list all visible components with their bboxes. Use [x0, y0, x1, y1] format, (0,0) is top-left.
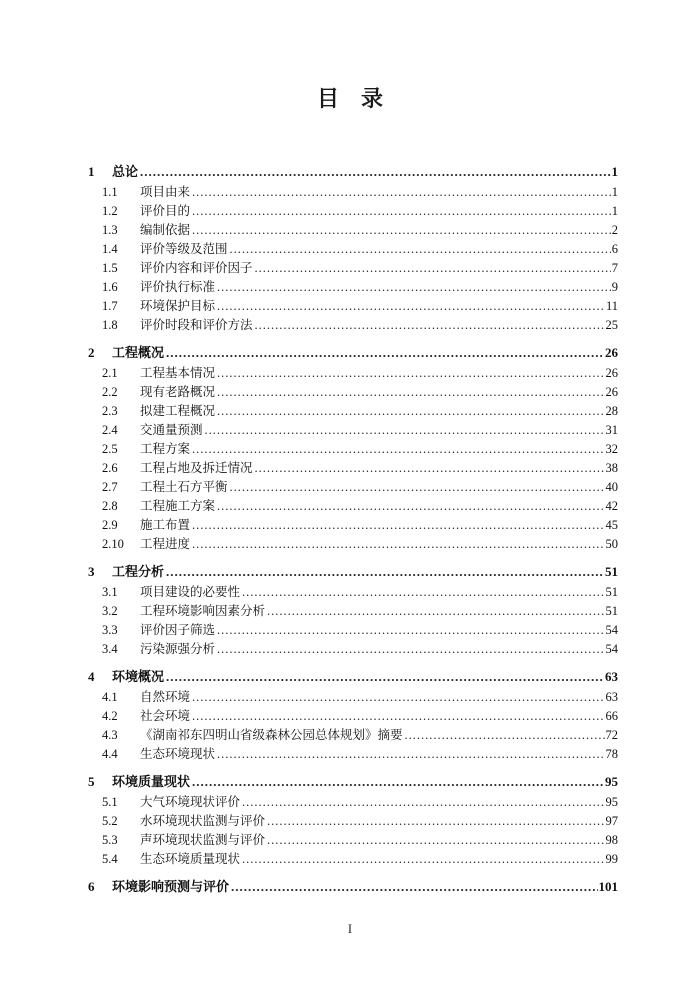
toc-entry-number: 5.1 [102, 795, 118, 809]
dot-leader [192, 221, 611, 240]
page-title: 目 录 [316, 86, 383, 111]
toc-entry-number: 2.8 [102, 499, 118, 513]
toc-entry-number: 2.9 [102, 518, 118, 532]
toc-entry-page: 54 [605, 623, 618, 637]
footer-page-number: I [347, 922, 353, 936]
dot-leader [217, 621, 604, 640]
toc-sub-row [88, 364, 618, 383]
dot-leader [255, 316, 605, 335]
dot-leader [217, 745, 604, 764]
toc-entry-number: 3 [88, 564, 95, 579]
toc-sub-row [88, 478, 618, 497]
toc-entry-number: 4.4 [102, 747, 118, 761]
toc-entry-number: 4.2 [102, 709, 118, 723]
dot-leader [192, 183, 611, 202]
toc-entry-label: 交通量预测 [140, 423, 203, 437]
toc-sub-row [88, 688, 618, 707]
toc-entry-page: 97 [605, 814, 618, 828]
toc-entry-number: 5.3 [102, 833, 118, 847]
toc-entry-number: 1.1 [102, 185, 118, 199]
toc-entry-label: 水环境现状监测与评价 [140, 814, 266, 828]
toc-entry-page: 51 [605, 564, 618, 579]
toc-entry-label: 工程施工方案 [140, 499, 216, 513]
toc-sub-row [88, 240, 618, 259]
dot-leader [192, 772, 604, 791]
toc-entry-page: 51 [605, 585, 618, 599]
dot-leader [267, 602, 604, 621]
toc-entry-page: 45 [605, 518, 618, 532]
toc-entry-label: 工程环境影响因素分析 [140, 604, 266, 618]
toc-entry-page: 95 [605, 774, 618, 789]
toc-sub-row [88, 707, 618, 726]
toc-entry-label: 评价因子筛选 [140, 623, 216, 637]
toc-entry-page: 2 [611, 223, 618, 237]
toc-entry-label: 声环境现状监测与评价 [140, 833, 266, 847]
toc-sub-row [88, 497, 618, 516]
toc-entry-page: 54 [605, 642, 618, 656]
toc-entry-number: 3.2 [102, 604, 118, 618]
dot-leader [255, 259, 611, 278]
toc-sub-row [88, 745, 618, 764]
dot-leader [192, 707, 604, 726]
toc-entry-label: 总论 [112, 164, 139, 179]
toc-entry-label: 评价执行标准 [140, 280, 216, 294]
toc-sub-row [88, 583, 618, 602]
toc-sub-row [88, 535, 618, 554]
toc-sub-row [88, 793, 618, 812]
toc-entry-label: 拟建工程概况 [140, 404, 216, 418]
toc-entry-number: 4 [88, 669, 95, 684]
toc-entry-label: 《湖南祁东四明山省级森林公园总体规划》摘要 [140, 728, 403, 742]
toc-entry-number: 4.1 [102, 690, 118, 704]
toc-sub-row [88, 812, 618, 831]
toc-entry-label: 编制依据 [140, 223, 191, 237]
toc-entry-number: 3.1 [102, 585, 118, 599]
toc-chapter-row [88, 562, 618, 581]
toc-sub-row [88, 621, 618, 640]
toc-list [0, 162, 700, 896]
toc-entry-page: 63 [605, 690, 618, 704]
dot-leader [192, 440, 604, 459]
toc-entry-number: 2.2 [102, 385, 118, 399]
toc-entry-label: 评价时段和评价方法 [140, 318, 253, 332]
toc-entry-number: 2 [88, 345, 95, 360]
dot-leader [231, 877, 597, 896]
dot-leader [166, 667, 604, 686]
toc-entry-label: 工程基本情况 [140, 366, 216, 380]
dot-leader [217, 383, 604, 402]
toc-entry-page: 1 [611, 185, 618, 199]
toc-entry-page: 6 [611, 242, 618, 256]
toc-chapter-row [88, 877, 618, 896]
toc-entry-page: 31 [605, 423, 618, 437]
toc-entry-label: 社会环境 [140, 709, 191, 723]
toc-entry-page: 72 [605, 728, 618, 742]
toc-sub-row [88, 183, 618, 202]
dot-leader [242, 850, 604, 869]
dot-leader [267, 831, 604, 850]
toc-entry-page: 1 [611, 164, 618, 179]
toc-entry-number: 3.4 [102, 642, 118, 656]
dot-leader [217, 364, 604, 383]
toc-sub-row [88, 383, 618, 402]
toc-entry-number: 2.3 [102, 404, 118, 418]
toc-entry-label: 自然环境 [140, 690, 191, 704]
toc-entry-page: 11 [605, 299, 618, 313]
toc-entry-page: 63 [605, 669, 618, 684]
dot-leader [140, 162, 610, 181]
toc-entry-page: 9 [611, 280, 618, 294]
dot-leader [205, 421, 605, 440]
toc-entry-label: 工程方案 [140, 442, 191, 456]
toc-entry-label: 环境质量现状 [112, 774, 191, 789]
toc-entry-page: 7 [611, 261, 618, 275]
toc-entry-number: 1.2 [102, 204, 118, 218]
toc-entry-label: 现有老路概况 [140, 385, 216, 399]
toc-entry-number: 3.3 [102, 623, 118, 637]
toc-entry-number: 1.6 [102, 280, 118, 294]
toc-entry-number: 2.4 [102, 423, 118, 437]
toc-sub-row [88, 459, 618, 478]
dot-leader [230, 240, 611, 259]
toc-chapter-row [88, 772, 618, 791]
toc-entry-number: 1.5 [102, 261, 118, 275]
toc-entry-label: 生态环境现状 [140, 747, 216, 761]
toc-sub-row [88, 259, 618, 278]
toc-entry-page: 95 [605, 795, 618, 809]
toc-sub-row [88, 726, 618, 745]
dot-leader [217, 497, 604, 516]
toc-entry-label: 工程分析 [112, 564, 165, 579]
toc-chapter-row [88, 667, 618, 686]
toc-entry-label: 评价目的 [140, 204, 191, 218]
toc-entry-page: 40 [605, 480, 618, 494]
toc-entry-number: 5.4 [102, 852, 118, 866]
toc-entry-label: 工程土石方平衡 [140, 480, 228, 494]
toc-entry-label: 施工布置 [140, 518, 191, 532]
toc-entry-number: 1.4 [102, 242, 118, 256]
toc-entry-page: 26 [605, 385, 618, 399]
toc-entry-number: 1 [88, 164, 95, 179]
toc-entry-label: 工程概况 [112, 345, 165, 360]
toc-entry-label: 环境概况 [112, 669, 165, 684]
dot-leader [217, 297, 605, 316]
toc-sub-row [88, 202, 618, 221]
toc-entry-page: 26 [605, 345, 618, 360]
toc-entry-label: 项目由来 [140, 185, 191, 199]
toc-sub-row [88, 421, 618, 440]
toc-sub-row [88, 316, 618, 335]
toc-entry-number: 6 [88, 879, 95, 894]
dot-leader [267, 812, 604, 831]
dot-leader [217, 278, 611, 297]
toc-entry-label: 环境影响预测与评价 [112, 879, 230, 894]
toc-entry-page: 42 [605, 499, 618, 513]
toc-entry-label: 环境保护目标 [140, 299, 216, 313]
toc-entry-label: 工程进度 [140, 537, 191, 551]
toc-entry-label: 评价内容和评价因子 [140, 261, 253, 275]
toc-entry-label: 评价等级及范围 [140, 242, 228, 256]
toc-entry-page: 98 [605, 833, 618, 847]
toc-entry-page: 51 [605, 604, 618, 618]
toc-entry-page: 99 [605, 852, 618, 866]
toc-sub-row [88, 602, 618, 621]
toc-entry-number: 2.1 [102, 366, 118, 380]
toc-entry-page: 101 [598, 879, 618, 894]
toc-sub-row [88, 402, 618, 421]
toc-entry-number: 1.3 [102, 223, 118, 237]
toc-entry-number: 5.2 [102, 814, 118, 828]
toc-entry-label: 大气环境现状评价 [140, 795, 241, 809]
toc-entry-label: 生态环境质量现状 [140, 852, 241, 866]
toc-sub-row [88, 516, 618, 535]
toc-entry-page: 26 [605, 366, 618, 380]
toc-sub-row [88, 831, 618, 850]
toc-sub-row [88, 640, 618, 659]
dot-leader [242, 793, 604, 812]
toc-entry-page: 25 [605, 318, 618, 332]
toc-entry-page: 28 [605, 404, 618, 418]
dot-leader [192, 535, 604, 554]
toc-entry-number: 2.6 [102, 461, 118, 475]
toc-entry-page: 50 [605, 537, 618, 551]
toc-entry-number: 1.7 [102, 299, 118, 313]
dot-leader [242, 583, 604, 602]
toc-entry-page: 38 [605, 461, 618, 475]
dot-leader [192, 202, 611, 221]
toc-entry-number: 1.8 [102, 318, 118, 332]
toc-entry-page: 78 [605, 747, 618, 761]
dot-leader [166, 343, 604, 362]
toc-entry-number: 2.5 [102, 442, 118, 456]
toc-entry-page: 66 [605, 709, 618, 723]
dot-leader [217, 402, 604, 421]
toc-sub-row [88, 440, 618, 459]
toc-sub-row [88, 297, 618, 316]
toc-sub-row [88, 850, 618, 869]
toc-entry-number: 2.10 [102, 537, 124, 551]
toc-entry-label: 工程占地及拆迁情况 [140, 461, 253, 475]
toc-entry-number: 5 [88, 774, 95, 789]
dot-leader [405, 726, 605, 745]
toc-entry-label: 污染源强分析 [140, 642, 216, 656]
toc-sub-row [88, 221, 618, 240]
dot-leader [166, 562, 604, 581]
toc-chapter-row [88, 343, 618, 362]
toc-chapter-row [88, 162, 618, 181]
toc-entry-label: 项目建设的必要性 [140, 585, 241, 599]
dot-leader [192, 688, 604, 707]
toc-entry-page: 1 [611, 204, 618, 218]
toc-sub-row [88, 278, 618, 297]
toc-entry-number: 4.3 [102, 728, 118, 742]
dot-leader [255, 459, 605, 478]
dot-leader [230, 478, 605, 497]
toc-entry-number: 2.7 [102, 480, 118, 494]
toc-entry-page: 32 [605, 442, 618, 456]
dot-leader [192, 516, 604, 535]
dot-leader [217, 640, 604, 659]
